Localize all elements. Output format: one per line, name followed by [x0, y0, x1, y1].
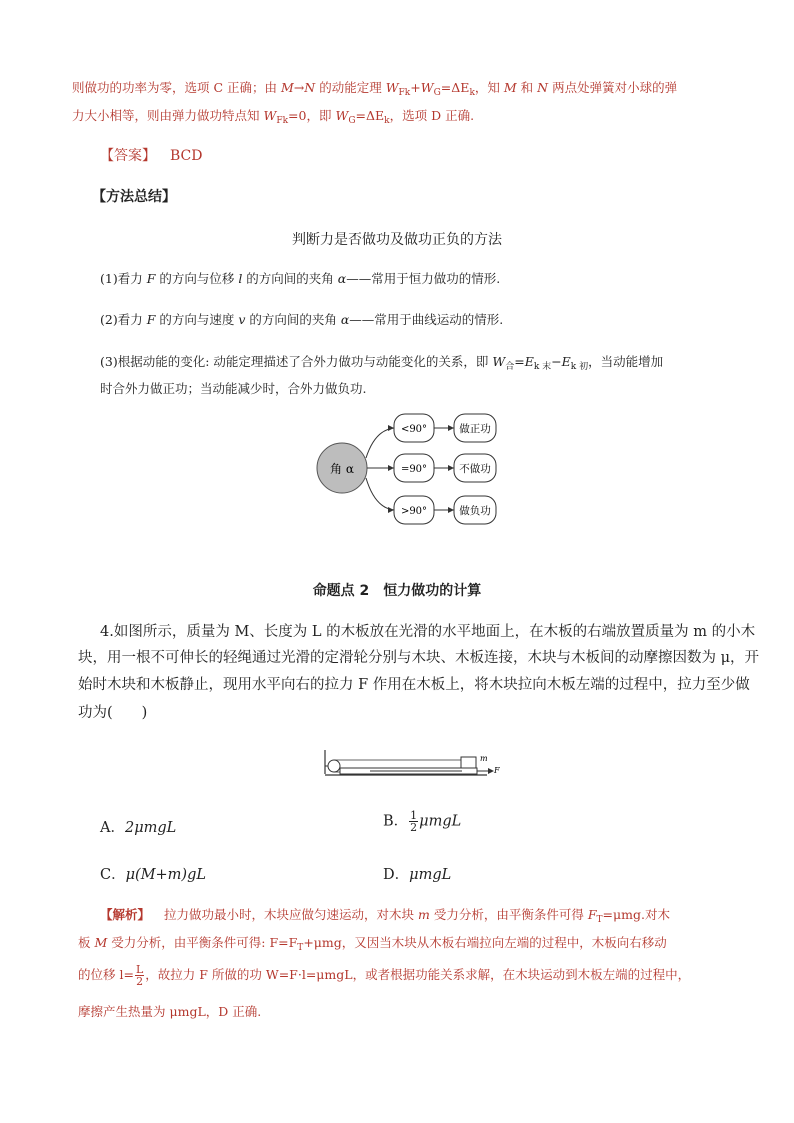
question-line4: 功为( ) — [78, 705, 148, 721]
method-item-1: (1)看力 F 的方向与位移 l 的方向间的夹角 α——常用于恒力做功的情形. — [100, 271, 501, 286]
question-line1: 4.如图所示，质量为 M、长度为 L 的木板放在光滑的水平地面上，在木板的右端放置质量为 m 的小木 — [100, 624, 756, 640]
question-line3: 始时木块和木板静止，现用水平向右的拉力 F 作用在木板上，将木块拉向木板左端的过程中，拉力至少做 — [78, 677, 750, 693]
angle-diagram — [300, 402, 520, 538]
method-item-3-line1: (3)根据动能的变化: 动能定理描述了合外力做功与动能变化的关系，即 $W_合=E_{k 末}-E_{k 初}$，当动能增加 — [100, 354, 664, 372]
pulley — [328, 760, 340, 772]
analysis-line4: 摩擦产生热量为 μmgL，D 正确. — [78, 1004, 262, 1019]
option-c[interactable]: C．μ(M+m)gL — [100, 867, 207, 883]
board-figure — [322, 746, 508, 778]
result-positive: 做正功 — [459, 423, 491, 435]
method-item-2: (2)看力 F 的方向与速度 v 的方向间的夹角 α——常用于曲线运动的情形. — [100, 312, 504, 327]
cond-lt-90: <90° — [400, 424, 428, 435]
method-label: 【方法总结】 — [92, 189, 176, 205]
angle-label: 角 α — [330, 462, 354, 476]
answer-value: BCD — [170, 148, 203, 164]
prev-solution-line2: 力大小相等，则由弹力做功特点知 $W_{Fk}=0$，即 $W_G=\Delta E_k$，选项 D 正确. — [72, 108, 475, 126]
analysis-line1: 【解析】 拉力做功最小时，木块应做匀速运动，对木块 m 受力分析，由平衡条件可得 $F_T=\mu mg$.对木 — [100, 907, 670, 925]
analysis-line2: 板 M 受力分析，由平衡条件可得: $F=F_T+\mu mg$，又因当木块从木板右端拉向左端的过程中，木板向右移动 — [78, 935, 667, 953]
force-label: F — [494, 766, 500, 775]
option-b[interactable]: B． $\frac{1}{2}$ μmgL — [383, 809, 462, 834]
arrow-top — [366, 428, 394, 458]
method-title: 判断力是否做功及做功正负的方法 — [292, 232, 502, 248]
block-mass-label: m — [480, 754, 488, 763]
block — [461, 757, 476, 768]
option-d[interactable]: D．μmgL — [383, 867, 452, 883]
analysis-line3: 的位移 l= $\frac{L}{2}$ ，故拉力 F 所做的功 W=F·l=μmgL，或者根据功能关系求解，在木块运动到木板左端的过程中， — [78, 963, 691, 988]
arrow-bottom — [366, 478, 394, 510]
result-zero: 不做功 — [459, 463, 491, 475]
prev-solution-line1: 则做功的功率为零，选项 C 正确；由 M→N 的动能定理 $W_{Fk}+W_G=\Delta E_k$，知 M 和 N 两点处弹簧对小球的弹 — [72, 80, 678, 98]
section-title: 命题点 2 恒力做功的计算 — [312, 583, 482, 599]
answer-line — [100, 146, 202, 166]
cond-eq-90: =90° — [400, 464, 428, 475]
cond-gt-90: >90° — [400, 506, 428, 517]
answer-label: 【答案】 — [100, 148, 156, 164]
option-a[interactable]: A．2μmgL — [100, 820, 177, 836]
question-line2: 块，用一根不可伸长的轻绳通过光滑的定滑轮分别与木块、木板连接，木块与木板间的动摩擦因数为 μ，开 — [78, 650, 760, 666]
analysis-label: 【解析】 — [100, 907, 151, 922]
result-negative: 做负功 — [459, 505, 491, 517]
method-item-3-line2: 时合外力做正功；当动能减少时，合外力做负功. — [100, 381, 367, 396]
